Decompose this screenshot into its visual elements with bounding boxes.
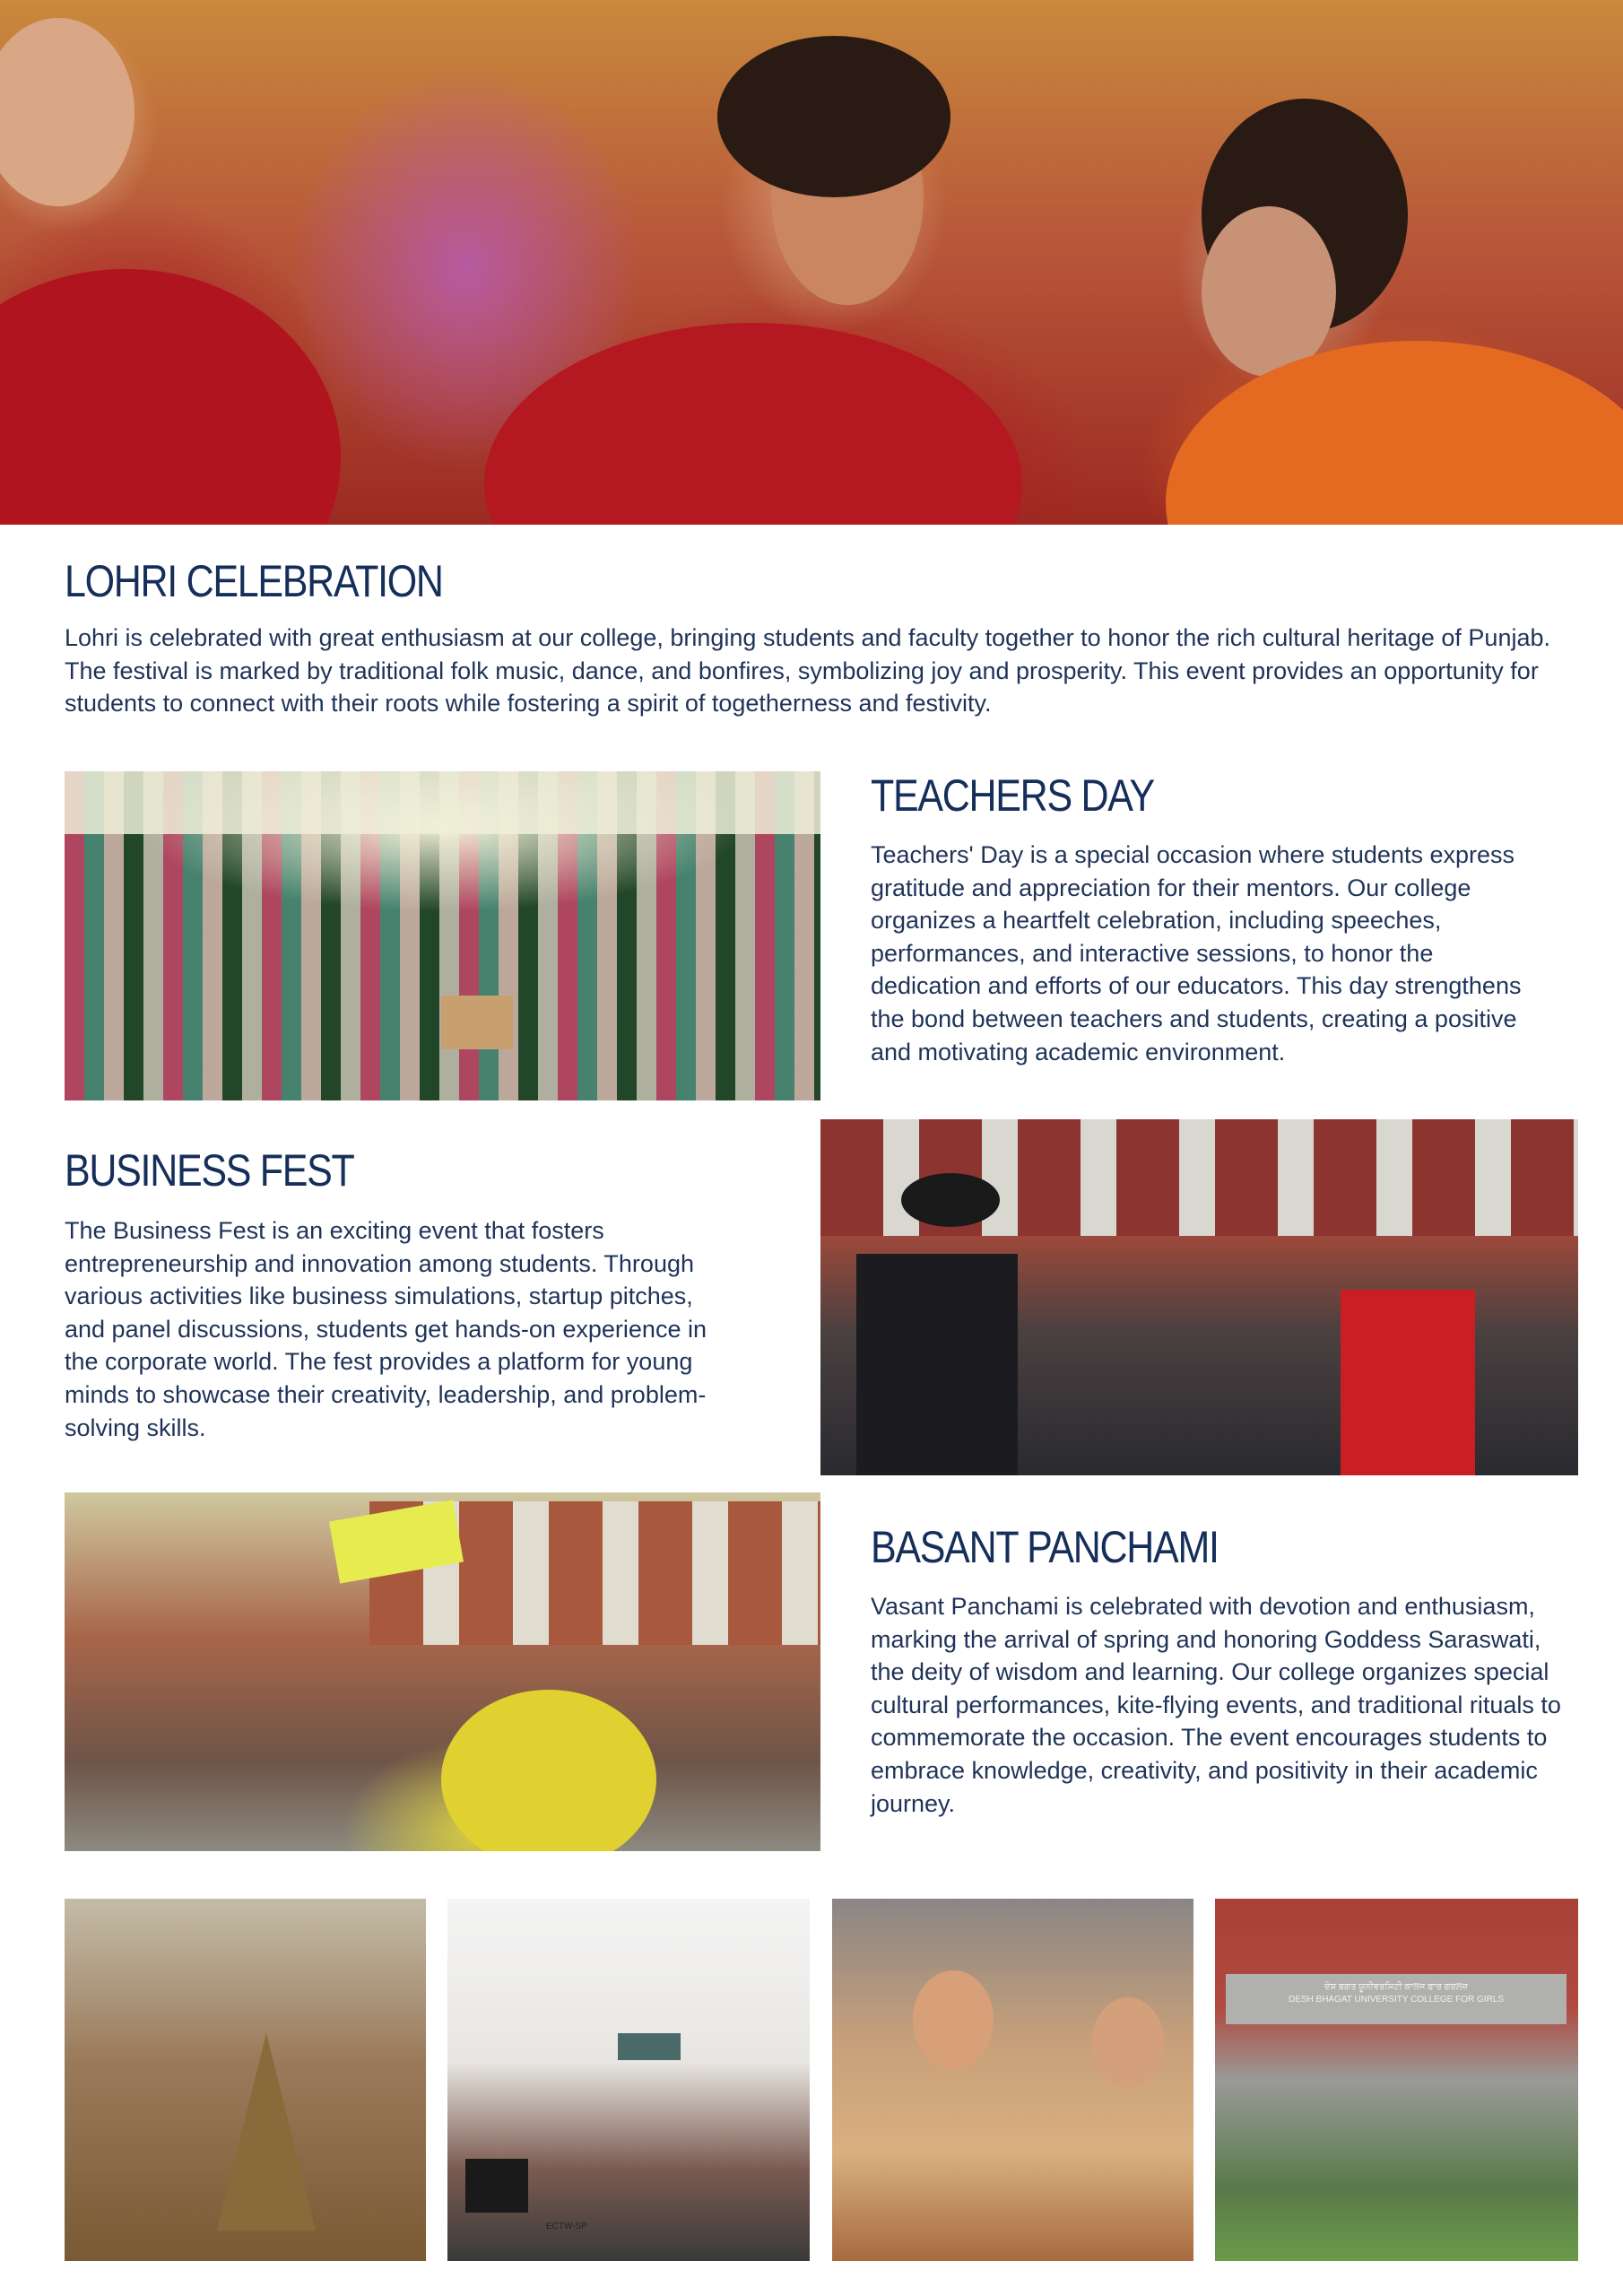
dancer-hair-center xyxy=(717,36,950,197)
gallery-college-building-photo xyxy=(1215,1899,1578,2261)
student-red-jacket xyxy=(1341,1290,1475,1475)
dancer-orange-dress xyxy=(1166,341,1623,525)
hero-lohri-dance-photo xyxy=(0,0,1623,525)
college-sign-punjabi: ਦੇਸ਼ ਭਗਤ ਯੂਨੀਵਰਸਿਟੀ ਕਾਲਜ ਫ਼ਾਰ ਗਰਲਜ਼ xyxy=(1324,1982,1469,1992)
business-fest-heading: BUSINESS FEST xyxy=(65,1145,354,1196)
teachers-day-photo xyxy=(65,771,820,1100)
cake-table xyxy=(441,996,513,1049)
blackboard xyxy=(618,2033,681,2060)
gallery-bonfire-photo xyxy=(65,1899,426,2261)
college-sign-english: DESH BHAGAT UNIVERSITY COLLEGE FOR GIRLS xyxy=(1288,1995,1505,2005)
girl-face xyxy=(1092,1997,1164,2087)
gallery-girls-group-photo xyxy=(832,1899,1193,2261)
gallery-computer-lab-photo xyxy=(447,1899,810,2261)
monitor xyxy=(465,2159,528,2213)
turban xyxy=(901,1173,1000,1227)
dancer-red-sleeve xyxy=(0,269,341,525)
dancer-face-left xyxy=(0,18,135,206)
lohri-description: Lohri is celebrated with great enthusiasm at our college, bringing students and faculty together to honor the rich cultural heritage of Punjab. The festival is marked by traditional folk music, dance, and bonfires, symbolizing joy and prosperity. This event provides an opportunity for students to connect with their roots while fostering a spirit of togetherness and festivity. xyxy=(65,624,1550,718)
bonfire-wood xyxy=(217,2033,316,2231)
basant-panchami-description: Vasant Panchami is celebrated with devotion and enthusiasm, marking the arrival of spring and honoring Goddess Saraswati, the deity of wisdom and learning. Our college organizes special cultural performances, kite-flying events, and traditional rituals to commemorate the occasion. The event encourages students to embrace knowledge, creativity, and positivity in their academic journey. xyxy=(871,1593,1561,1817)
basant-panchami-photo xyxy=(65,1492,820,1851)
desk-label: ECTW-SP xyxy=(546,2222,587,2231)
teachers-day-description: Teachers' Day is a special occasion where students express gratitude and appreciation for their mentors. Our college organizes a heartfelt celebration, including speeches, performances, and interactive sessions, to honor the dedication and efforts of our educators. This day strengthens the bond between teachers and students, creating a positive and motivating academic environment. xyxy=(871,841,1522,1065)
teachers-day-heading: TEACHERS DAY xyxy=(871,770,1154,821)
business-fest-photo xyxy=(820,1119,1578,1475)
girl-face xyxy=(913,1970,994,2069)
speaker-suit xyxy=(856,1254,1018,1475)
basant-panchami-heading: BASANT PANCHAMI xyxy=(871,1522,1219,1572)
lohri-heading: LOHRI CELEBRATION xyxy=(65,556,443,606)
dancer-face-right xyxy=(1202,206,1336,377)
classroom-wall xyxy=(65,771,820,834)
college-signboard xyxy=(1226,1974,1567,2024)
business-fest-description: The Business Fest is an exciting event that fosters entrepreneurship and innovation among students. Through various activities like business simulations, startup pitches, and panel discussions, students get hands-on experience in the corporate world. The fest provides a platform for young minds to showcase their creativity, leadership, and problem-solving skills. xyxy=(65,1217,707,1441)
yellow-dupatta xyxy=(441,1690,656,1851)
dancer-red-dress xyxy=(484,323,1022,525)
